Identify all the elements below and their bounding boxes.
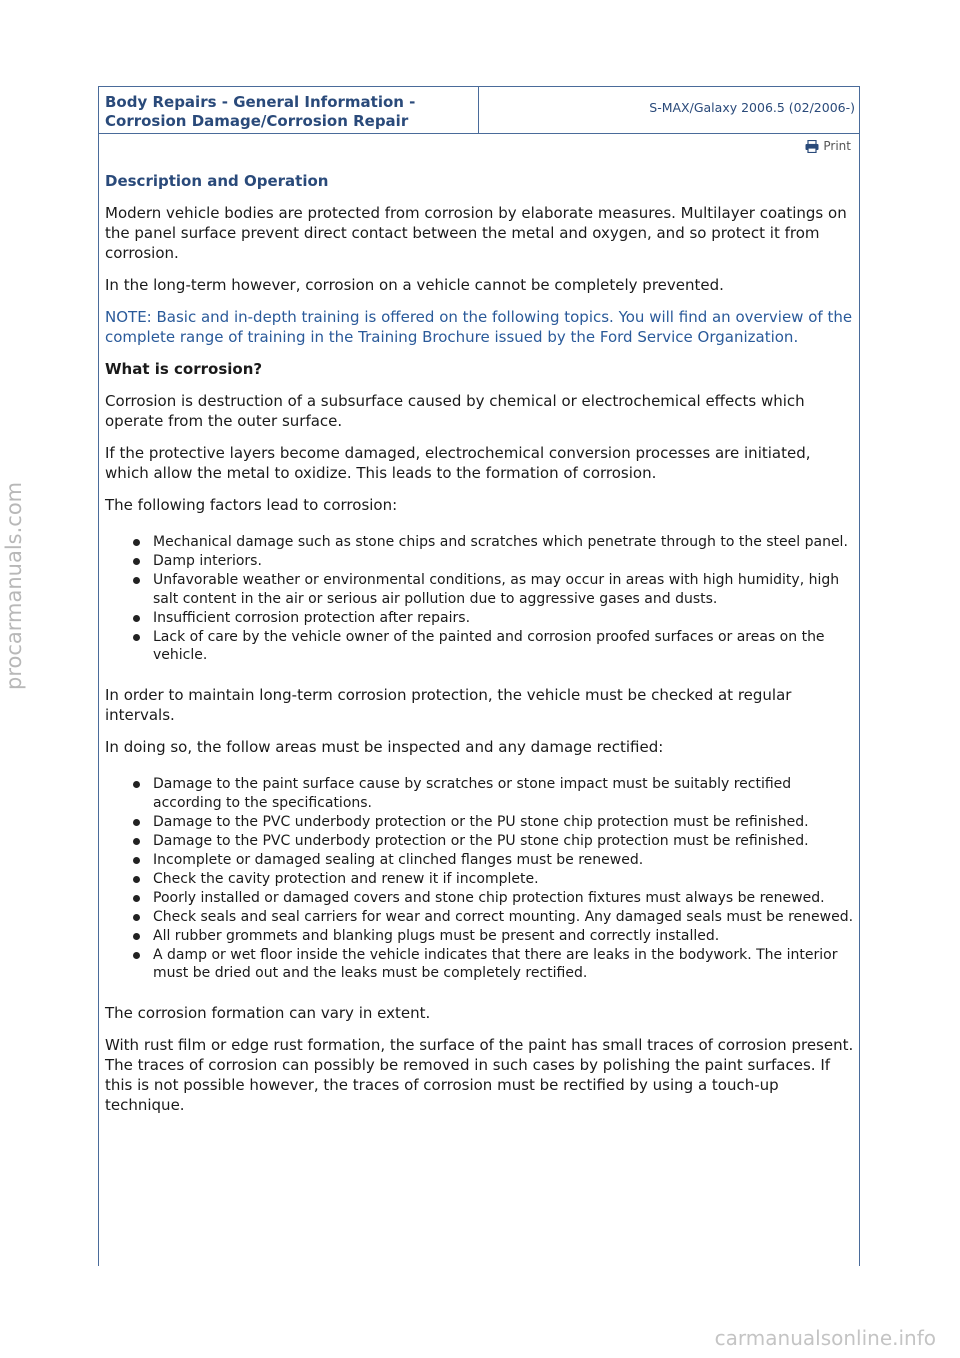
list-item: Mechanical damage such as stone chips and scratches which penetrate through to the steel panel. [153,533,855,552]
paragraph: Corrosion is destruction of a subsurface caused by chemical or electrochemical effects which operate from the outer surface. [105,392,805,430]
paragraph: With rust film or edge rust formation, the surface of the paint has small traces of corrosion present. The traces of corrosion can possibly be removed in such cases by polishing the paint surfaces. If this is not possible however, the traces of corrosion must be rectified by using a touch-up technique. [105,1036,854,1115]
paragraph: In doing so, the follow areas must be inspected and any damage rectified: [105,738,664,757]
list-item: Damage to the PVC underbody protection or the PU stone chip protection must be refinished. [153,813,855,832]
document-title [99,87,479,133]
list-item: Damage to the paint surface cause by scratches or stone impact must be suitably rectified according to the specifications. [153,775,855,813]
paragraph: In the long-term however, corrosion on a vehicle cannot be completely prevented. [105,276,724,294]
factors-list [105,533,855,665]
list-item: Lack of care by the vehicle owner of the painted and corrosion proofed surfaces or areas on the vehicle. [153,628,855,666]
list-item: Insufficient corrosion protection after repairs. [153,609,855,628]
document-body [105,171,855,1127]
paragraph: If the protective layers become damaged, electrochemical conversion processes are initiated, which allow the metal to oxidize. This leads to the formation of corrosion. [105,444,811,482]
paragraph: Modern vehicle bodies are protected from corrosion by elaborate measures. Multilayer coatings on the panel surface prevent direct contact between the metal and oxygen, and so protect it from corrosion. [105,204,847,262]
title-line-1: Body Repairs - General Information - [105,93,416,111]
side-watermark: procarmanuals.com [2,481,26,690]
section-title: Description and Operation [105,172,329,190]
list-item: Unfavorable weather or environmental conditions, as may occur in areas with high humidity, high salt content in the air or serious air pollution due to aggressive gases and dusts. [153,571,855,609]
paragraph: In order to maintain long-term corrosion protection, the vehicle must be checked at regular intervals. [105,686,792,725]
printer-icon [805,140,819,153]
print-link[interactable] [805,139,851,153]
list-item: Damp interiors. [153,552,855,571]
list-item: Check seals and seal carriers for wear and correct mounting. Any damaged seals must be renewed. [153,908,854,925]
footer-watermark: carmanualsonline.info [714,1326,936,1350]
list-item: Poorly installed or damaged covers and stone chip protection fixtures must always be renewed. [153,889,855,908]
title-line-2: Corrosion Damage/Corrosion Repair [105,112,409,130]
list-item: Check the cavity protection and renew it if incomplete. [153,870,855,889]
list-item: All rubber grommets and blanking plugs must be present and correctly installed. [153,927,855,946]
inspection-list [105,775,855,983]
paragraph: The following factors lead to corrosion: [105,496,398,514]
print-label[interactable]: Print [823,139,851,153]
note: NOTE: Basic and in-depth training is offered on the following topics. You will find an overview of the complete range of training in the Training Brochure issued by the Ford Service Organization. [105,308,853,346]
subheading: What is corrosion? [105,360,263,378]
list-item: Damage to the PVC underbody protection or the PU stone chip protection must be refinished. [153,832,855,851]
paragraph: The corrosion formation can vary in extent. [105,1004,431,1023]
document-header [99,87,859,134]
model-label: S-MAX/Galaxy 2006.5 (02/2006-) [649,100,855,115]
list-item: Incomplete or damaged sealing at clinched flanges must be renewed. [153,851,855,870]
document-frame [98,86,860,1266]
list-item: A damp or wet floor inside the vehicle indicates that there are leaks in the bodywork. The interior must be dried out and the leaks must be completely rectified. [153,946,855,984]
